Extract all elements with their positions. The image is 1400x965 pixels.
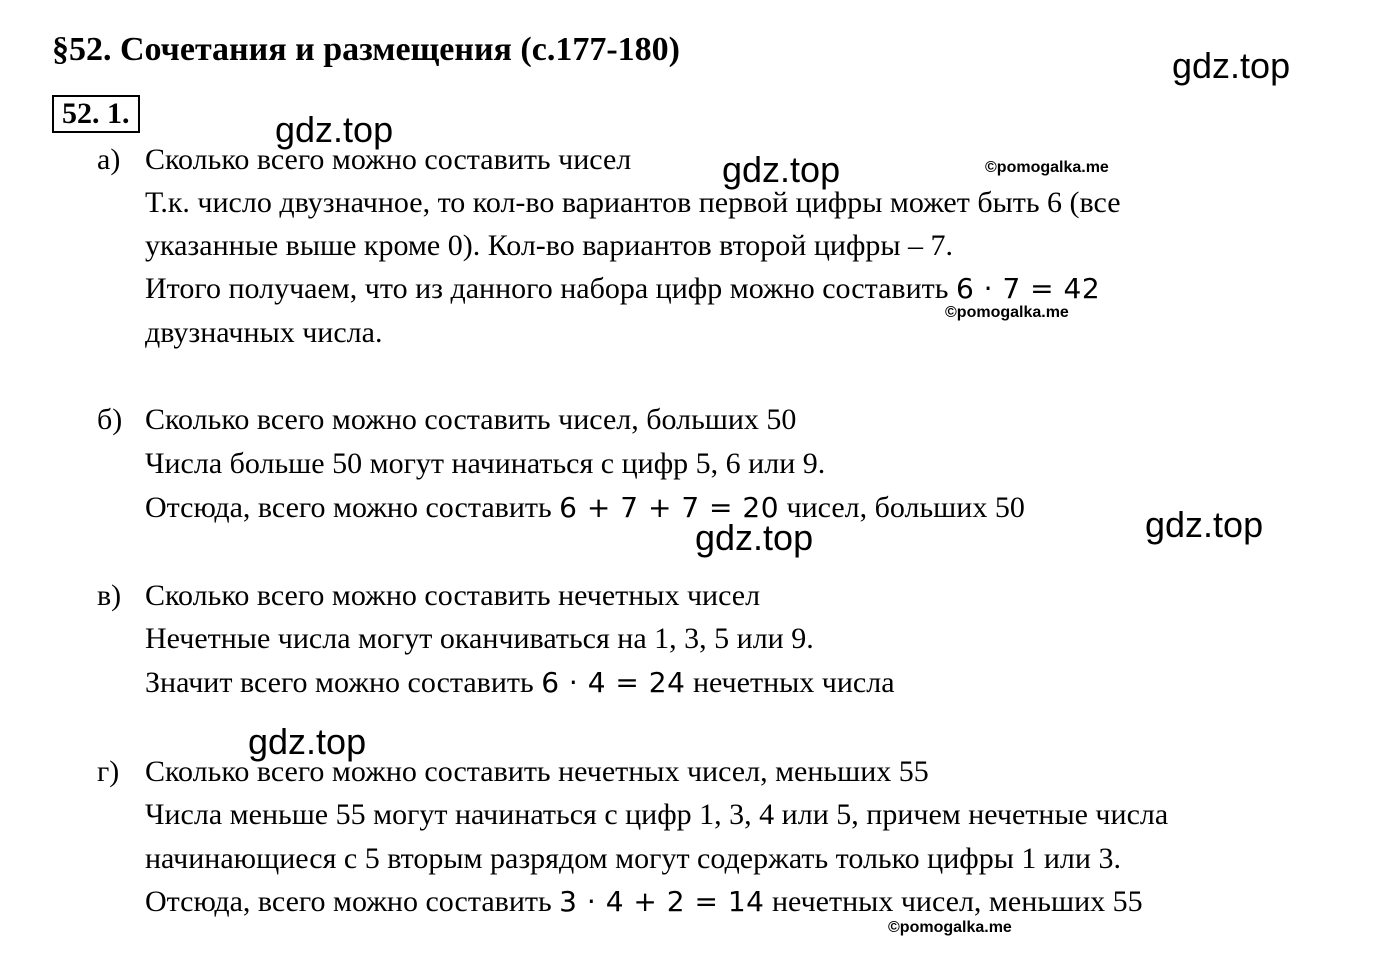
watermark-gdz-6: gdz.top — [248, 721, 367, 762]
part-a-line-3-text: Итого получаем, что из данного набора цифр можно составить — [145, 272, 949, 305]
part-a-question: Сколько всего можно составить чисел — [145, 143, 632, 176]
part-a-formula: 6 · 7 = 42 — [955, 272, 1101, 305]
part-d-line-3-tail: нечетных чисел, меньших 55 — [771, 885, 1143, 918]
part-b-question: Сколько всего можно составить чисел, больших 50 — [145, 403, 797, 436]
problem-number — [52, 95, 140, 133]
watermark-gdz-5: gdz.top — [1145, 504, 1264, 545]
part-c-line-2 — [145, 661, 895, 705]
part-d-line-2: начинающиеся с 5 вторым разрядом могут содержать только цифры 1 или 3. — [145, 842, 1121, 875]
part-d-line-1: Числа меньше 55 могут начинаться с цифр 1, 3, 4 или 5, причем нечетные числа — [145, 798, 1169, 831]
part-a-marker: а) — [97, 143, 121, 176]
part-b-formula: 6 + 7 + 7 = 20 — [559, 491, 780, 524]
part-c-line-1: Нечетные числа могут оканчиваться на 1, 3, 5 или 9. — [145, 622, 814, 655]
watermark-gdz-3: gdz.top — [722, 149, 841, 190]
part-c-question: Сколько всего можно составить нечетных чисел — [145, 579, 761, 612]
problem-number-box: 52. 1. — [52, 95, 140, 133]
part-d-formula: 3 · 4 + 2 = 14 — [559, 885, 765, 918]
part-b-line-2-text: Отсюда, всего можно составить — [145, 491, 552, 524]
watermark-gdz-4: gdz.top — [695, 517, 814, 558]
part-b-marker: б) — [97, 403, 123, 436]
part-d-marker: г) — [97, 755, 120, 788]
page-title: §52. Сочетания и размещения (с.177-180) — [52, 31, 680, 68]
watermark-gdz-1: gdz.top — [1172, 45, 1291, 86]
part-c-line-2-text: Значит всего можно составить — [145, 666, 534, 699]
part-a-line-2: указанные выше кроме 0). Кол-во вариантов второй цифры – 7. — [145, 229, 954, 262]
part-a-line-4: двузначных числа. — [145, 316, 383, 349]
part-b-line-2 — [145, 486, 1025, 530]
part-c-formula: 6 · 4 = 24 — [541, 666, 686, 699]
watermark-gdz-2: gdz.top — [275, 109, 394, 150]
part-a-line-1: Т.к. число двузначное, то кол-во вариантов первой цифры может быть 6 (все — [145, 186, 1121, 219]
watermark-copyright-3: ©pomogalka.me — [888, 919, 1012, 936]
part-c-line-2-tail: нечетных числа — [692, 666, 895, 699]
part-b-line-2-tail: чисел, больших 50 — [786, 491, 1025, 524]
watermark-copyright-1: ©pomogalka.me — [985, 159, 1109, 176]
part-b-line-1: Числа больше 50 могут начинаться с цифр 5, 6 или 9. — [145, 447, 826, 480]
part-d-line-3-text: Отсюда, всего можно составить — [145, 885, 552, 918]
part-c-marker: в) — [97, 579, 122, 612]
watermark-copyright-2: ©pomogalka.me — [945, 304, 1069, 321]
part-d-question: Сколько всего можно составить нечетных чисел, меньших 55 — [145, 755, 929, 788]
